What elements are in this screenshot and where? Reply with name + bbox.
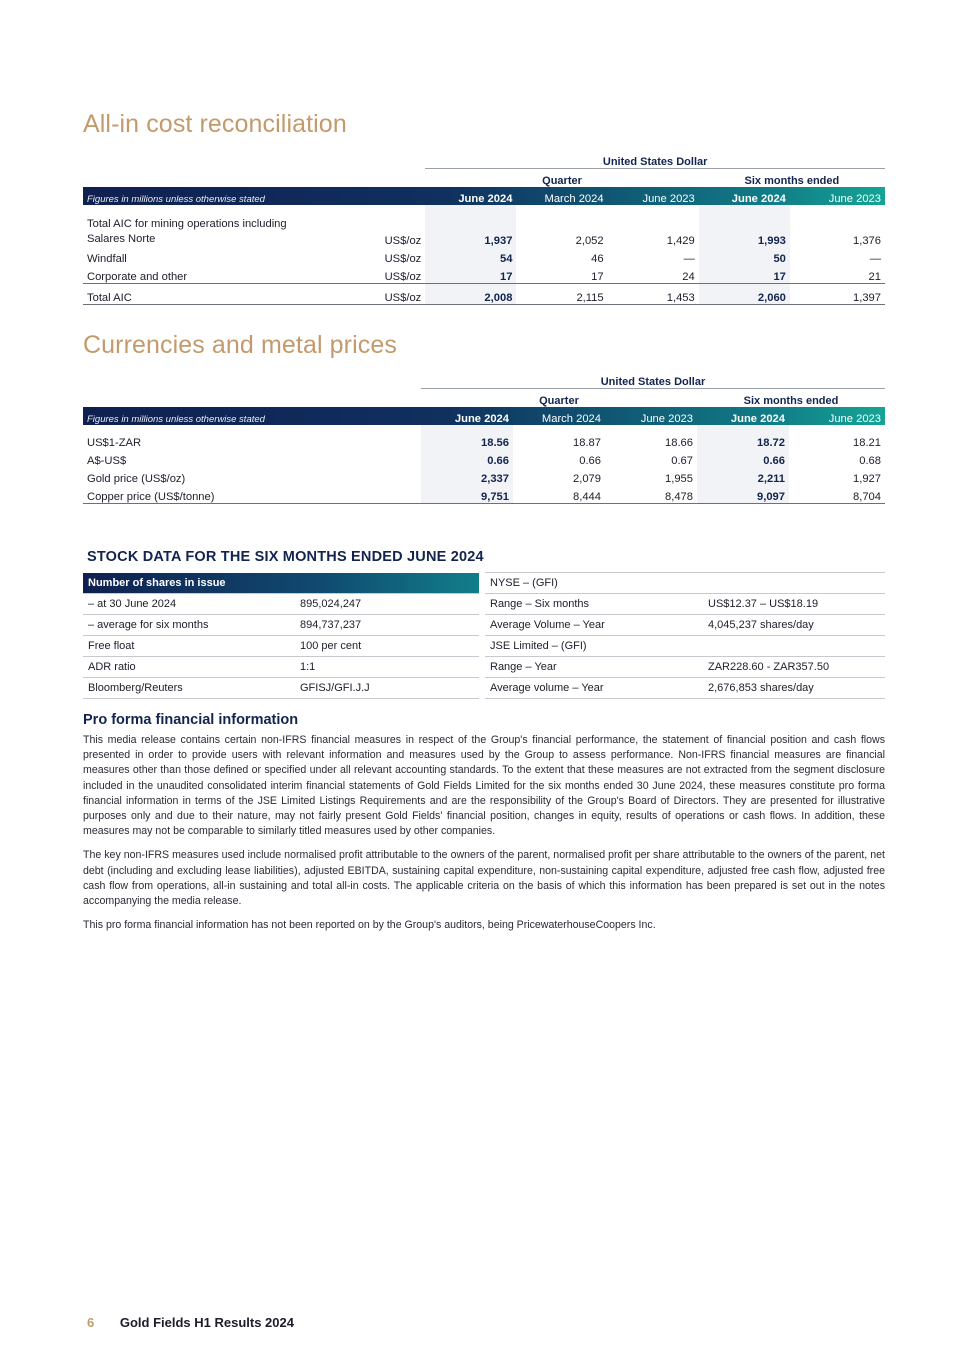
row-unit: US$/oz — [384, 235, 422, 247]
cell: 1,376 — [853, 235, 881, 247]
shares-in-issue-header: Number of shares in issue — [83, 573, 479, 594]
row-unit: US$/oz — [384, 253, 422, 265]
aic-col-header: June 2023 — [828, 193, 881, 205]
row-label: Average volume – Year — [485, 678, 703, 699]
aic-col-header: March 2024 — [544, 193, 604, 205]
footer-title: Gold Fields H1 Results 2024 — [119, 1315, 294, 1330]
currencies-six-months-header: Six months ended — [743, 395, 839, 407]
aic-table — [83, 150, 885, 305]
cell: 17 — [591, 271, 604, 283]
currencies-col-header: March 2024 — [541, 413, 601, 425]
cell: 0.66 — [579, 455, 601, 467]
currencies-col-header: June 2024 — [454, 413, 509, 425]
cell: 1,955 — [665, 473, 693, 485]
nyse-jse-table — [485, 572, 885, 699]
table-row — [485, 657, 885, 678]
table-row — [83, 449, 885, 467]
row-label: Total AIC — [87, 292, 132, 304]
table-row — [83, 594, 479, 615]
table-row — [83, 467, 885, 485]
cell: 17 — [425, 265, 516, 284]
row-label: Copper price (US$/tonne) — [87, 491, 215, 503]
aic-note: Figures in millions unless otherwise stated — [87, 194, 265, 205]
cell: 54 — [425, 247, 516, 265]
row-label: Average Volume – Year — [485, 615, 703, 636]
table-row — [485, 573, 885, 594]
row-label: A$-US$ — [87, 455, 127, 467]
cell: 2,060 — [699, 284, 790, 305]
row-unit: US$/oz — [384, 271, 422, 283]
table-row — [485, 594, 885, 615]
cell: 1,453 — [666, 292, 695, 304]
table-row — [485, 615, 885, 636]
row-label: Bloomberg/Reuters — [83, 678, 295, 699]
footer — [87, 1315, 294, 1330]
cell: 0.67 — [671, 455, 693, 467]
cell: 18.21 — [853, 437, 881, 449]
table-row — [83, 657, 479, 678]
shares-in-issue-table — [83, 573, 479, 699]
cell — [703, 636, 885, 657]
currencies-col-header: June 2023 — [828, 413, 881, 425]
currencies-col-header: June 2024 — [730, 413, 785, 425]
row-label: ADR ratio — [83, 657, 295, 678]
table-row-total — [83, 284, 885, 305]
row-label: – at 30 June 2024 — [83, 594, 295, 615]
cell: 2,211 — [697, 467, 789, 485]
table-row — [83, 485, 885, 504]
stock-title: STOCK DATA FOR THE SIX MONTHS ENDED JUNE 2024 — [87, 549, 484, 565]
cell: 4,045,237 shares/day — [703, 615, 885, 636]
cell: 50 — [699, 247, 790, 265]
cell: 8,478 — [665, 491, 693, 503]
aic-six-months-header: Six months ended — [744, 175, 840, 187]
table-row — [83, 678, 479, 699]
pro-forma-body — [83, 733, 885, 942]
aic-column-header-row — [83, 187, 885, 205]
aic-currency-header: United States Dollar — [425, 150, 885, 169]
currencies-currency-header: United States Dollar — [421, 370, 885, 389]
currencies-note: Figures in millions unless otherwise stated — [87, 414, 265, 425]
cell: 1,937 — [425, 205, 516, 247]
aic-title: All-in cost reconciliation — [83, 110, 347, 138]
cell: 18.66 — [665, 437, 693, 449]
paragraph: This media release contains certain non-IFRS financial measures in respect of the Group's financial performance, the statement of financial position and cash flows presented in order to provide users with relevant information and measures used by the Group to assess performance. Non-IFRS financial measures are financial measures other than those defined or specified under all relevant accounting standards. To the extent that these measures are not extracted from the segment disclosure included in the unaudited consolidated interim financial statements of Gold Fields Limited for the six months ended 30 June 2024, these measures constitute pro forma financial information in terms of the JSE Limited Listings Requirements and are the responsibility of the Group's Board of Directors. They are presented for illustrative purposes only and due to their nature, may not fairly present Gold Fields' financial position, changes in equity, results of operations or cash flows. In addition, these measures may not be comparable to similarly titled measures used by other companies. — [83, 734, 885, 838]
cell: 2,676,853 shares/day — [703, 678, 885, 699]
cell: 8,444 — [573, 491, 601, 503]
row-label: Corporate and other — [87, 271, 188, 283]
table-row — [83, 425, 885, 449]
cell: 2,052 — [575, 235, 604, 247]
table-row — [83, 265, 885, 284]
cell: 0.66 — [697, 449, 789, 467]
cell: 1,429 — [666, 235, 695, 247]
cell: 895,024,247 — [295, 594, 479, 615]
row-label: NYSE – (GFI) — [485, 573, 703, 594]
cell: 1,397 — [853, 292, 881, 304]
cell: 18.87 — [573, 437, 601, 449]
aic-col-header: June 2024 — [458, 193, 513, 205]
aic-col-header: June 2023 — [642, 193, 695, 205]
table-row — [83, 205, 885, 247]
table-row — [83, 636, 479, 657]
row-label: JSE Limited – (GFI) — [485, 636, 703, 657]
cell: — — [683, 253, 695, 265]
paragraph: The key non-IFRS measures used include normalised profit attributable to the owners of the parent, normalised profit per share attributable to the owners of the parent, net debt (including and excluding lease liabilities), adjusted EBITDA, sustaining capital expenditure, non-sustaining capital expenditure, adjusted free cash flow, adjusted free cash flow from operations, all-in sustaining and total all-in costs. The applicable criteria on the basis of which this information has been prepared is set out in the notes accompanying the media release. — [83, 849, 885, 908]
cell: 17 — [699, 265, 790, 284]
currencies-table — [83, 370, 885, 504]
cell: 8,704 — [853, 491, 881, 503]
cell: 1,993 — [699, 205, 790, 247]
cell: 2,337 — [421, 467, 513, 485]
cell: 1,927 — [853, 473, 881, 485]
row-label-line: Salares Norte — [87, 233, 156, 245]
table-row — [83, 615, 479, 636]
cell: ZAR228.60 - ZAR357.50 — [703, 657, 885, 678]
cell: 18.56 — [421, 425, 513, 449]
cell — [703, 573, 885, 594]
table-row — [485, 678, 885, 699]
cell: 46 — [591, 253, 604, 265]
row-label: Free float — [83, 636, 295, 657]
cell: 100 per cent — [295, 636, 479, 657]
cell: 2,115 — [576, 292, 604, 304]
cell: GFISJ/GFI.J.J — [295, 678, 479, 699]
currencies-col-header: June 2023 — [640, 413, 693, 425]
cell: 0.68 — [859, 455, 881, 467]
currencies-title: Currencies and metal prices — [83, 331, 397, 359]
row-unit: US$/oz — [384, 292, 422, 304]
table-row — [83, 247, 885, 265]
cell: 9,097 — [697, 485, 789, 504]
cell: 894,737,237 — [295, 615, 479, 636]
row-label-line: Total AIC for mining operations including — [87, 218, 287, 230]
page-number: 6 — [87, 1315, 95, 1330]
row-label: Range – Year — [485, 657, 703, 678]
row-label — [83, 205, 369, 247]
cell: 21 — [868, 271, 881, 283]
cell: 18.72 — [697, 425, 789, 449]
pro-forma-title: Pro forma financial information — [83, 712, 299, 728]
cell: 2,008 — [425, 284, 516, 305]
currencies-quarter-header: Quarter — [539, 395, 579, 407]
aic-col-header: June 2024 — [731, 193, 786, 205]
row-label: US$1-ZAR — [87, 437, 142, 449]
cell: 0.66 — [421, 449, 513, 467]
row-label: Gold price (US$/oz) — [87, 473, 186, 485]
cell: — — [869, 253, 881, 265]
aic-quarter-header: Quarter — [542, 175, 582, 187]
row-label: Range – Six months — [485, 594, 703, 615]
currencies-column-header-row — [83, 407, 885, 425]
paragraph: This pro forma financial information has not been reported on by the Group's auditors, being PricewaterhouseCoopers Inc. — [83, 919, 656, 932]
cell: 1:1 — [295, 657, 479, 678]
cell: US$12.37 – US$18.19 — [703, 594, 885, 615]
row-label: – average for six months — [83, 615, 295, 636]
cell: 9,751 — [421, 485, 513, 504]
cell: 2,079 — [573, 473, 601, 485]
row-label: Windfall — [87, 253, 127, 265]
cell: 24 — [682, 271, 695, 283]
table-row — [485, 636, 885, 657]
